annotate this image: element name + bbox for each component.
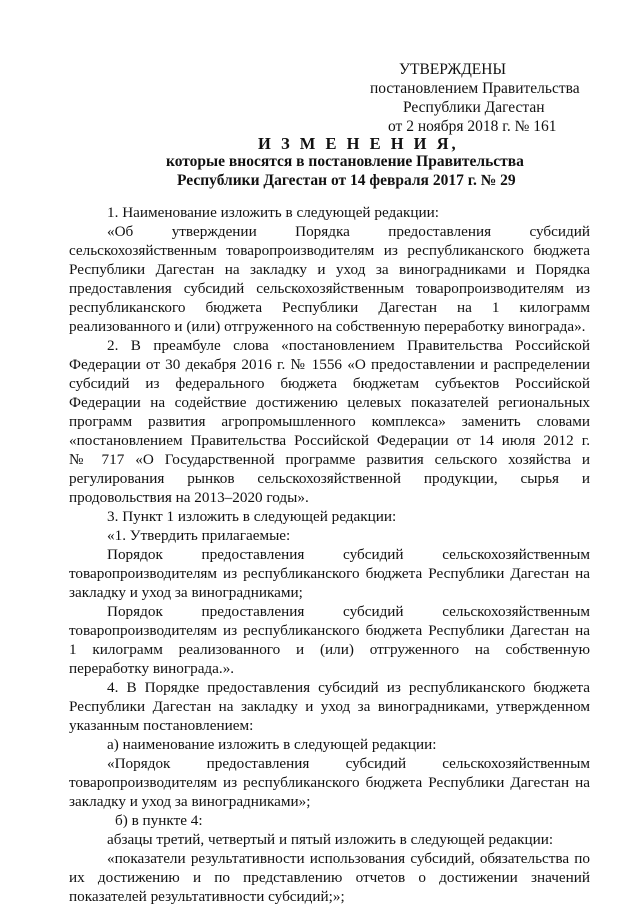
body-line: регулирования рынков сельскохозяйственной продукции, сырья и [69,470,590,487]
body-line: предоставления субсидий сельскохозяйственным товаропроизводителям из [69,280,590,297]
approved-by-region: Республики Дагестан [403,99,545,116]
body-line: Республики Дагестан на закладку и уход за виноградниками и Порядка [69,261,590,278]
approved-by-line: постановлением Правительства [370,80,580,97]
approved-heading: УТВЕРЖДЕНЫ [399,61,506,78]
body-line: продовольствия на 2013–2020 годы». [69,489,309,506]
body-line: товаропроизводителям из республиканского бюджета Республики Дагестан на [69,622,590,639]
body-line: 4. В Порядке предоставления субсидий из республиканского бюджета [107,679,590,696]
body-line: «постановлением Правительства Российской Федерации от 14 июля 2012 г. [69,432,590,449]
body-line: реализованного и (или) отгруженного на собственную переработку винограда». [69,318,586,335]
body-line: указанным постановлением: [69,717,254,734]
body-line: «Порядок предоставления субсидий сельскохозяйственным [107,755,590,772]
title-subtitle-line2: Республики Дагестан от 14 февраля 2017 г. № 29 [177,172,516,189]
body-line: товаропроизводителям из республиканского бюджета Республики Дагестан на [69,565,590,582]
body-line: Федерации от 30 декабря 2016 г. № 1556 «О предоставлении и распределении [69,356,590,373]
body-line: «показатели результативности использования субсидий, обязательства по [107,850,590,867]
title-main: И З М Е Н Е Н И Я, [258,134,459,153]
body-line: 1. Наименование изложить в следующей редакции: [107,204,439,221]
body-line: «1. Утвердить прилагаемые: [107,527,291,544]
body-line: Республики Дагестан на закладку и уход за виноградниками, утвержденном [69,698,590,715]
body-line: их достижению и по представлению отчетов о достижении значений [69,869,590,886]
body-line: Порядок предоставления субсидий сельскохозяйственным [107,603,590,620]
body-line: республиканского бюджета Республики Дагестан на 1 килограмм [69,299,590,316]
body-line: б) в пункте 4: [115,812,203,829]
body-line: закладку и уход за виноградниками»; [69,793,311,810]
body-line: абзацы третий, четвертый и пятый изложить в следующей редакции: [107,831,554,848]
body-line: Федерации на содействие достижению целевых показателей региональных [69,394,590,411]
body-line: субсидий из федерального бюджета бюджетам субъектов Российской [69,375,590,392]
body-line: 3. Пункт 1 изложить в следующей редакции: [107,508,397,525]
body-line: товаропроизводителям из республиканского бюджета Республики Дагестан на [69,774,590,791]
body-line: а) наименование изложить в следующей редакции: [107,736,437,753]
body-line: Порядок предоставления субсидий сельскохозяйственным [107,546,590,563]
body-line: переработку винограда.». [69,660,235,677]
body-line: программ развития агропромышленного комплекса» заменить словами [69,413,590,430]
approved-date-number: от 2 ноября 2018 г. № 161 [388,118,557,135]
body-line: закладку и уход за виноградниками; [69,584,303,601]
body-line: показателей результативности субсидий;»; [69,888,345,905]
body-line: «Об утверждении Порядка предоставления субсидий [107,223,590,240]
body-line: 2. В преамбуле слова «постановлением Правительства Российской [107,337,590,354]
title-subtitle-line1: которые вносятся в постановление Правительства [166,153,524,170]
body-line: 1 килограмм реализованного и (или) отгруженного на собственную [69,641,590,658]
body-line: № 717 «О Государственной программе развития сельского хозяйства и [69,451,590,468]
body-line: сельскохозяйственным товаропроизводителям из республиканского бюджета [69,242,590,259]
